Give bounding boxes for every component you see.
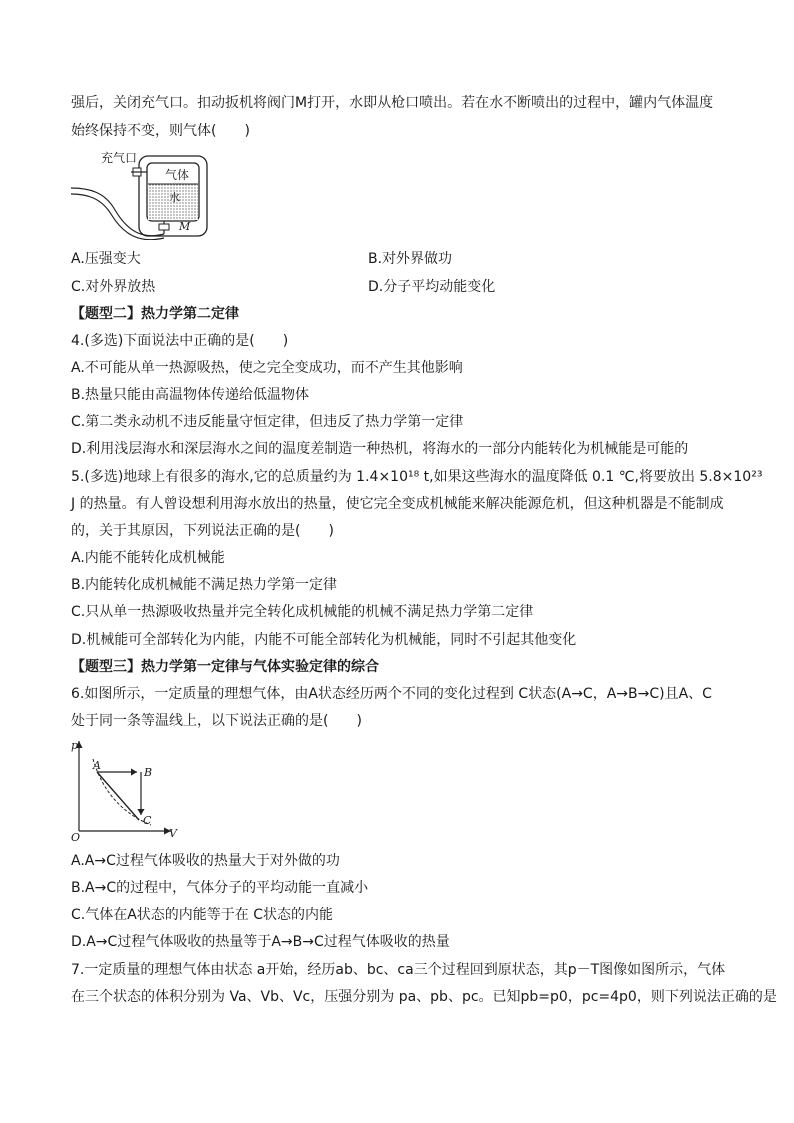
water-gun-diagram <box>71 148 221 240</box>
pv-diagram <box>71 737 181 842</box>
q5-option-a: A.内能不能转化成机械能 <box>71 550 225 566</box>
q7-stem-line-2: 在三个状态的体积分别为 Va、Vb、Vc，压强分别为 pa、pb、pc。已知pb=p0，pc=4p0，则下列说法正确的是 <box>71 989 777 1005</box>
q4-option-b: B.热量只能由高温物体传递给低温物体 <box>71 387 310 403</box>
valve-m-body <box>159 224 169 230</box>
q6-stem-line-2: 处于同一条等温线上，以下说法正确的是( ) <box>71 713 362 729</box>
q6-stem-line-1: 6.如图所示，一定质量的理想气体，由A状态经历两个不同的变化过程到 C状态(A→C，A→B→C)且A、C <box>71 686 712 702</box>
label-point-b: B <box>144 766 153 779</box>
q6-option-a: A.A→C过程气体吸收的热量大于对外做的功 <box>71 853 340 869</box>
q5-stem-line-1: 5.(多选)地球上有很多的海水,它的总质量约为 1.4×10¹⁸ t,如果这些海水的温度降低 0.1 ℃,将要放出 5.8×10²³ <box>71 469 763 485</box>
q5-stem-line-2: J 的热量。有人曾设想利用海水放出的热量，使它完全变成机械能来解决能源危机，但这种机器是不能制成 <box>71 496 724 512</box>
q6-option-d: D.A→C过程气体吸收的热量等于A→B→C过程气体吸收的热量 <box>71 934 450 950</box>
section-2-heading: 【题型二】热力学第二定律 <box>71 306 239 322</box>
q5-option-b: B.内能转化成机械能不满足热力学第一定律 <box>71 577 338 593</box>
path-a-to-c <box>97 772 139 820</box>
q3-option-d: D.分子平均动能变化 <box>368 279 496 295</box>
label-p-axis: p <box>71 739 79 752</box>
label-origin: O <box>71 831 81 842</box>
q7-stem-line-1: 7.一定质量的理想气体由状态 a开始，经历ab、bc、ca三个过程回到原状态，其p－T图像如图所示，气体 <box>71 962 726 978</box>
label-water: 水 <box>169 191 180 204</box>
water-gun-figure <box>71 148 221 240</box>
q4-stem: 4.(多选)下面说法中正确的是( ) <box>71 333 289 349</box>
q5-option-d: D.机械能可全部转化为内能，内能不可能全部转化为机械能，同时不引起其他变化 <box>71 632 577 648</box>
label-point-c: C <box>143 814 152 827</box>
q3-stem-line-2: 始终保持不变，则气体( ) <box>71 123 250 139</box>
label-gas: 气体 <box>165 168 190 182</box>
q3-option-b: B.对外界做功 <box>368 251 453 267</box>
q3-option-c: C.对外界放热 <box>71 279 156 295</box>
label-point-a: A <box>93 759 101 772</box>
q5-stem-line-3: 的，关于其原因，下列说法正确的是( ) <box>71 523 334 539</box>
label-valve-m: M <box>179 220 191 233</box>
q3-stem-line-1: 强后，关闭充气口。扣动扳机将阀门M打开，水即从枪口喷出。若在水不断喷出的过程中，罐内气体温度 <box>71 95 714 111</box>
q6-option-c: C.气体在A状态的内能等于在 C状态的内能 <box>71 907 334 923</box>
q4-option-c: C.第二类永动机不违反能量守恒定律，但违反了热力学第一定律 <box>71 414 464 430</box>
q4-option-a: A.不可能从单一热源吸热，使之完全变成功，而不产生其他影响 <box>71 360 463 376</box>
pv-diagram-figure <box>71 737 181 842</box>
label-inlet: 充气口 <box>101 151 138 165</box>
label-v-axis: V <box>169 827 177 840</box>
q3-option-a: A.压强变大 <box>71 251 141 267</box>
section-3-heading: 【题型三】热力学第一定律与气体实验定律的综合 <box>71 659 379 675</box>
q5-option-c: C.只从单一热源吸收热量并完全转化成机械能的机械不满足热力学第二定律 <box>71 604 534 620</box>
q6-option-b: B.A→C的过程中，气体分子的平均动能一直减小 <box>71 880 369 896</box>
q4-option-d: D.利用浅层海水和深层海水之间的温度差制造一种热机，将海水的一部分内能转化为机械能是可能的 <box>71 441 689 457</box>
